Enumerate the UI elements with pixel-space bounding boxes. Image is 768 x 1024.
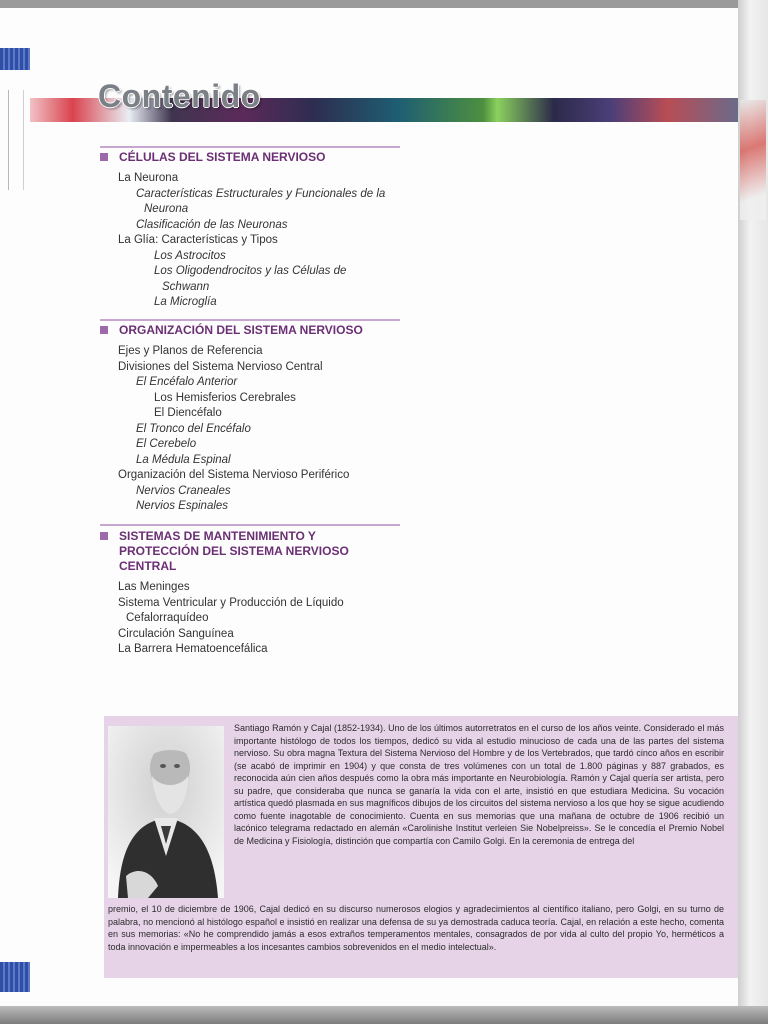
bullet-square-icon: [100, 326, 108, 334]
bullet-square-icon: [100, 153, 108, 161]
toc-entry: Nervios Craneales: [136, 484, 231, 497]
caption-text-top: Santiago Ramón y Cajal (1852-1934). Uno de los últimos autorretratos en el curso de los años veinte. Considerado el más importante histólogo de todos los tiempos, dedicó su vida al estudio minucioso de cada una de las partes del sistema nervioso. Su obra magna Textura del Sistema Nervioso del Hombre y de los Vertebrados, que tardó cinco años en escribir (se acabó de imprimir en 1904) y que consta de tres volúmenes con un total de 1.800 páginas y 887 grabados, es reconocida aún cien años después como la obra más importante en Neurobiología. Ramón y Cajal quería ser artista, pero su padre, que consideraba que nunca se ganaría la vida con el arte, insistió en que estudiara Medicina. Su vocación artística quedó plasmada en sus magníficos dibujos de los circuitos del sistema nervioso a los que hoy se sigue acudiendo como fuente inagotable de conocimiento. Cuenta en sus memorias que una mañana de octubre de 1906 recibió un lacónico telegrama redactado en alemán «Carolinishe Institut verleien Sie Nobelpreiss». Se le concedía el Premio Nobel de Medicina y Fisiología, distinción que compartía con Camilo Golgi. En la ceremonia de entrega del: [234, 723, 724, 846]
toc-entry: Cefalorraquídeo: [126, 612, 209, 624]
scan-top-edge: [0, 0, 768, 8]
toc-entry: Organización del Sistema Nervioso Periférico: [118, 469, 350, 481]
toc-entry: El Diencéfalo: [154, 407, 222, 419]
toc-entry: Ejes y Planos de Referencia: [118, 345, 263, 357]
portrait-photo: [108, 726, 224, 898]
caption-text-bottom: premio, el 10 de diciembre de 1906, Cajal dedicó en su discurso numerosos elogios y agradecimientos al científico italiano, pero Golgi, en su turno de palabra, no mencionó al histólogo español e insistió en realizar una defensa de su ya demostrada caduca teoría. Cajal, en relación a este hecho, comenta en sus memorias: «No he comprendido jamás a esos extraños temperamentos mentales, consagrados de por vida al culto del propio Yo, herméticos a toda innovación e impermeables a los incesantes cambios sobrevenidos en el medio intelectual».: [108, 904, 724, 952]
facing-page-color-stripe: [740, 100, 766, 220]
page-edge-tab-bottom: [0, 962, 30, 992]
toc-entry: La Microglía: [154, 296, 217, 308]
page-title: Contenido: [98, 78, 261, 114]
toc-entry: Las Meninges: [118, 581, 190, 593]
binding-shadow: [8, 90, 24, 190]
section-rule: [100, 524, 400, 526]
toc-entry: El Cerebelo: [136, 438, 197, 450]
toc-entry: Los Oligodendrocitos y las Células de: [154, 265, 347, 277]
section-heading-text: ORGANIZACIÓN DEL SISTEMA NERVIOSO: [119, 323, 363, 337]
section-rule: [100, 146, 400, 148]
toc-entry: Los Hemisferios Cerebrales: [154, 391, 296, 404]
toc-entry: La Barrera Hematoencefálica: [118, 643, 268, 655]
toc-entry: Neurona: [144, 203, 189, 215]
page-edge-tab-top: [0, 48, 30, 70]
toc-entry: Divisiones del Sistema Nervioso Central: [118, 360, 323, 373]
toc-entry: El Tronco del Encéfalo: [136, 422, 251, 435]
toc-entry: Schwann: [162, 280, 210, 293]
facing-page-edge: [738, 0, 768, 1024]
section-heading-text: CÉLULAS DEL SISTEMA NERVIOSO: [119, 150, 326, 164]
toc-entry: Los Astrocitos: [154, 249, 226, 262]
toc-entry: Sistema Ventricular y Producción de Líquido: [118, 596, 344, 609]
scan-bottom-edge: [0, 1006, 768, 1024]
toc-entry: La Glía: Características y Tipos: [118, 234, 278, 246]
toc-entry: La Neurona: [118, 172, 179, 184]
bullet-square-icon: [100, 532, 108, 540]
toc-entry: La Médula Espinal: [136, 453, 231, 466]
toc-entry: Circulación Sanguínea: [118, 627, 234, 640]
portrait-image: [108, 726, 224, 898]
toc-entry: Nervios Espinales: [136, 500, 229, 512]
toc-entry: El Encéfalo Anterior: [136, 376, 238, 388]
section-heading-text: SISTEMAS DE MANTENIMIENTO Y PROTECCIÓN DEL SISTEMA NERVIOSO CENTRAL: [119, 529, 349, 573]
toc-entry: Características Estructurales y Funcionales de la: [136, 187, 386, 200]
section-rule: [100, 319, 400, 321]
toc-entry: Clasificación de las Neuronas: [136, 218, 288, 231]
